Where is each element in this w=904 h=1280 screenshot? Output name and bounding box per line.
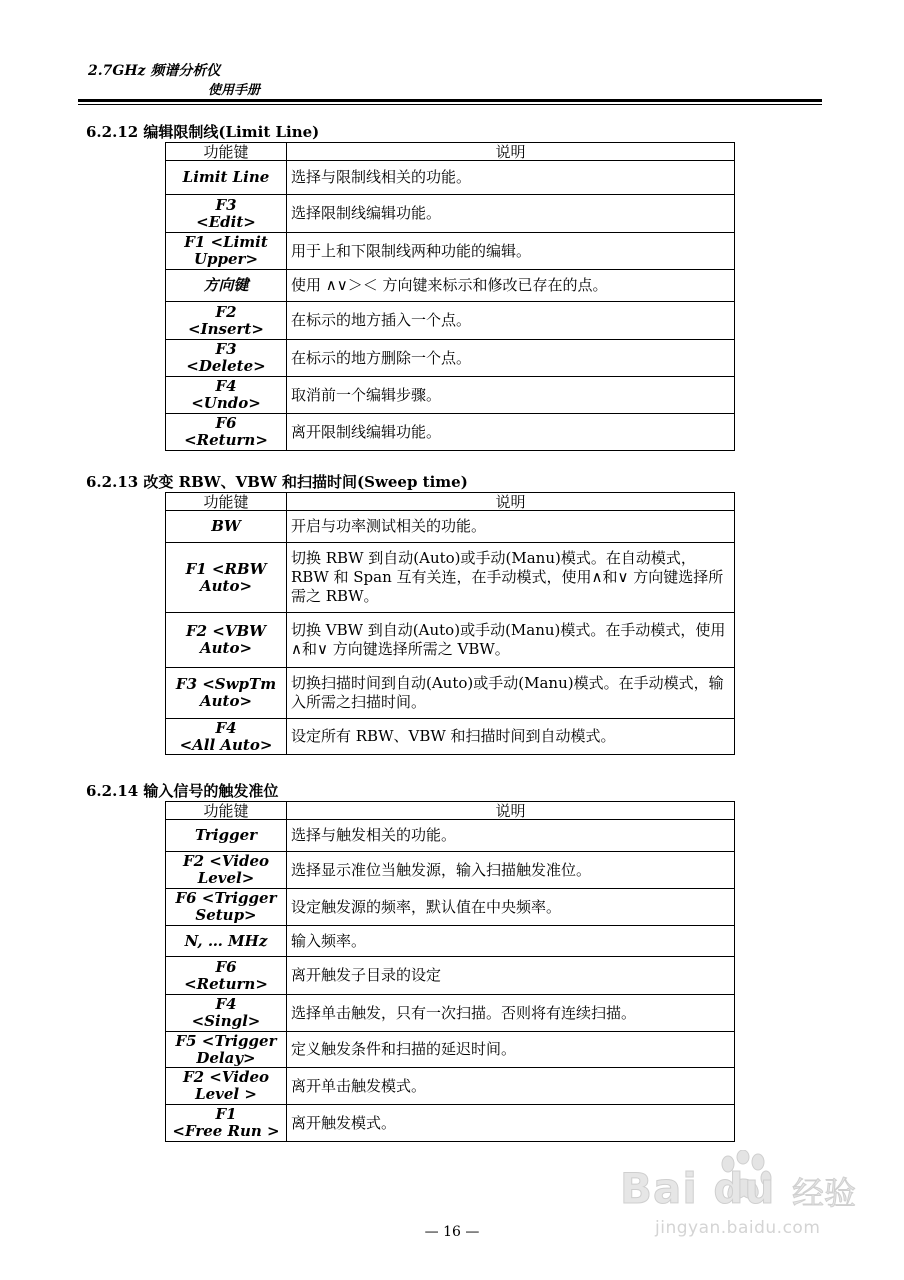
desc-cell: 选择限制线编辑功能。 [287,195,735,233]
watermark-cn: 经验 [792,1174,857,1212]
table-row [166,377,735,414]
desc-cell: 定义触发条件和扫描的延迟时间。 [287,1032,735,1068]
column-header-key: 功能键 [166,493,287,511]
key-table-trigger [165,801,735,1142]
header-subtitle: 使用手册 [208,83,261,98]
section-heading-rbw-vbw: 6.2.13 改变 RBW、VBW 和扫描时间(Sweep time) [86,473,468,491]
table-row [166,995,735,1032]
key-cell: F2 <Video Level > [166,1068,287,1105]
table-row [166,926,735,957]
desc-cell: 设定触发源的频率，默认值在中央频率。 [287,889,735,926]
table-row [166,233,735,270]
desc-cell: 离开触发子目录的设定 [287,957,735,995]
desc-cell: 选择单击触发，只有一次扫描。否则将有连续扫描。 [287,995,735,1032]
column-header-key: 功能键 [166,802,287,820]
desc-cell: 离开触发模式。 [287,1105,735,1142]
table-row [166,719,735,755]
key-cell: F4 <All Auto> [166,719,287,755]
section-heading-limit-line: 6.2.12 编辑限制线(Limit Line) [86,123,320,141]
desc-cell: 使用 ∧∨＞＜ 方向键来标示和修改已存在的点。 [287,270,735,302]
key-cell: F3 <Delete> [166,340,287,377]
column-header-desc: 说明 [287,143,735,161]
desc-cell: 在标示的地方插入一个点。 [287,302,735,340]
key-cell: F6 <Return> [166,414,287,451]
desc-cell: 离开限制线编辑功能。 [287,414,735,451]
table-row [166,414,735,451]
key-cell: F4 <Singl> [166,995,287,1032]
key-cell: F3 <SwpTm Auto> [166,668,287,719]
column-header-desc: 说明 [287,802,735,820]
table-row [166,668,735,719]
page-number: — 16 — [424,1224,480,1240]
key-cell: 方向键 [166,270,287,302]
table-row [166,820,735,852]
desc-cell: 离开单击触发模式。 [287,1068,735,1105]
key-cell: BW [166,511,287,543]
key-cell: F6 <Return> [166,957,287,995]
desc-cell: 切换 VBW 到自动(Auto)或手动(Manu)模式。在手动模式，使用∧和∨ 方向键选择所需之 VBW。 [287,613,735,668]
desc-cell: 取消前一个编辑步骤。 [287,377,735,414]
desc-cell: 选择与触发相关的功能。 [287,820,735,852]
section-heading-trigger: 6.2.14 输入信号的触发准位 [86,782,279,800]
header-rule-thin [78,104,822,105]
table-row [166,1032,735,1068]
table-row [166,1105,735,1142]
key-cell: N, … MHz [166,926,287,957]
watermark-url: jingyan.baidu.com [655,1218,821,1238]
header-rule [78,99,822,102]
header-title: 2.7GHz 频谱分析仪 [88,63,221,79]
table-row [166,889,735,926]
table-row [166,340,735,377]
table-row [166,543,735,613]
key-table-limit-line [165,142,735,451]
desc-cell: 选择与限制线相关的功能。 [287,161,735,195]
table-row [166,161,735,195]
table-row [166,511,735,543]
column-header-desc: 说明 [287,493,735,511]
key-cell: Limit Line [166,161,287,195]
key-cell: F1 <Limit Upper> [166,233,287,270]
desc-cell: 输入频率。 [287,926,735,957]
desc-cell: 选择显示准位当触发源，输入扫描触发准位。 [287,852,735,889]
table-row [166,1068,735,1105]
table-row [166,302,735,340]
desc-cell: 切换扫描时间到自动(Auto)或手动(Manu)模式。在手动模式，输入所需之扫描时间。 [287,668,735,719]
key-table-rbw-vbw [165,492,735,755]
key-cell: F2 <Video Level> [166,852,287,889]
key-cell: F1 <Free Run > [166,1105,287,1142]
desc-cell: 用于上和下限制线两种功能的编辑。 [287,233,735,270]
desc-cell: 在标示的地方删除一个点。 [287,340,735,377]
desc-cell: 切换 RBW 到自动(Auto)或手动(Manu)模式。在自动模式，RBW 和 Span 互有关连，在手动模式，使用∧和∨ 方向键选择所需之 RBW。 [287,543,735,613]
table-row [166,957,735,995]
table-row [166,195,735,233]
key-cell: F4 <Undo> [166,377,287,414]
column-header-key: 功能键 [166,143,287,161]
key-cell: F1 <RBW Auto> [166,543,287,613]
table-row [166,270,735,302]
key-cell: F6 <Trigger Setup> [166,889,287,926]
key-cell: F2 <Insert> [166,302,287,340]
desc-cell: 开启与功率测试相关的功能。 [287,511,735,543]
key-cell: F2 <VBW Auto> [166,613,287,668]
desc-cell: 设定所有 RBW、VBW 和扫描时间到自动模式。 [287,719,735,755]
key-cell: Trigger [166,820,287,852]
key-cell: F5 <Trigger Delay> [166,1032,287,1068]
watermark-brand: Bai du [620,1164,776,1213]
key-cell: F3 <Edit> [166,195,287,233]
table-row [166,613,735,668]
table-row [166,852,735,889]
